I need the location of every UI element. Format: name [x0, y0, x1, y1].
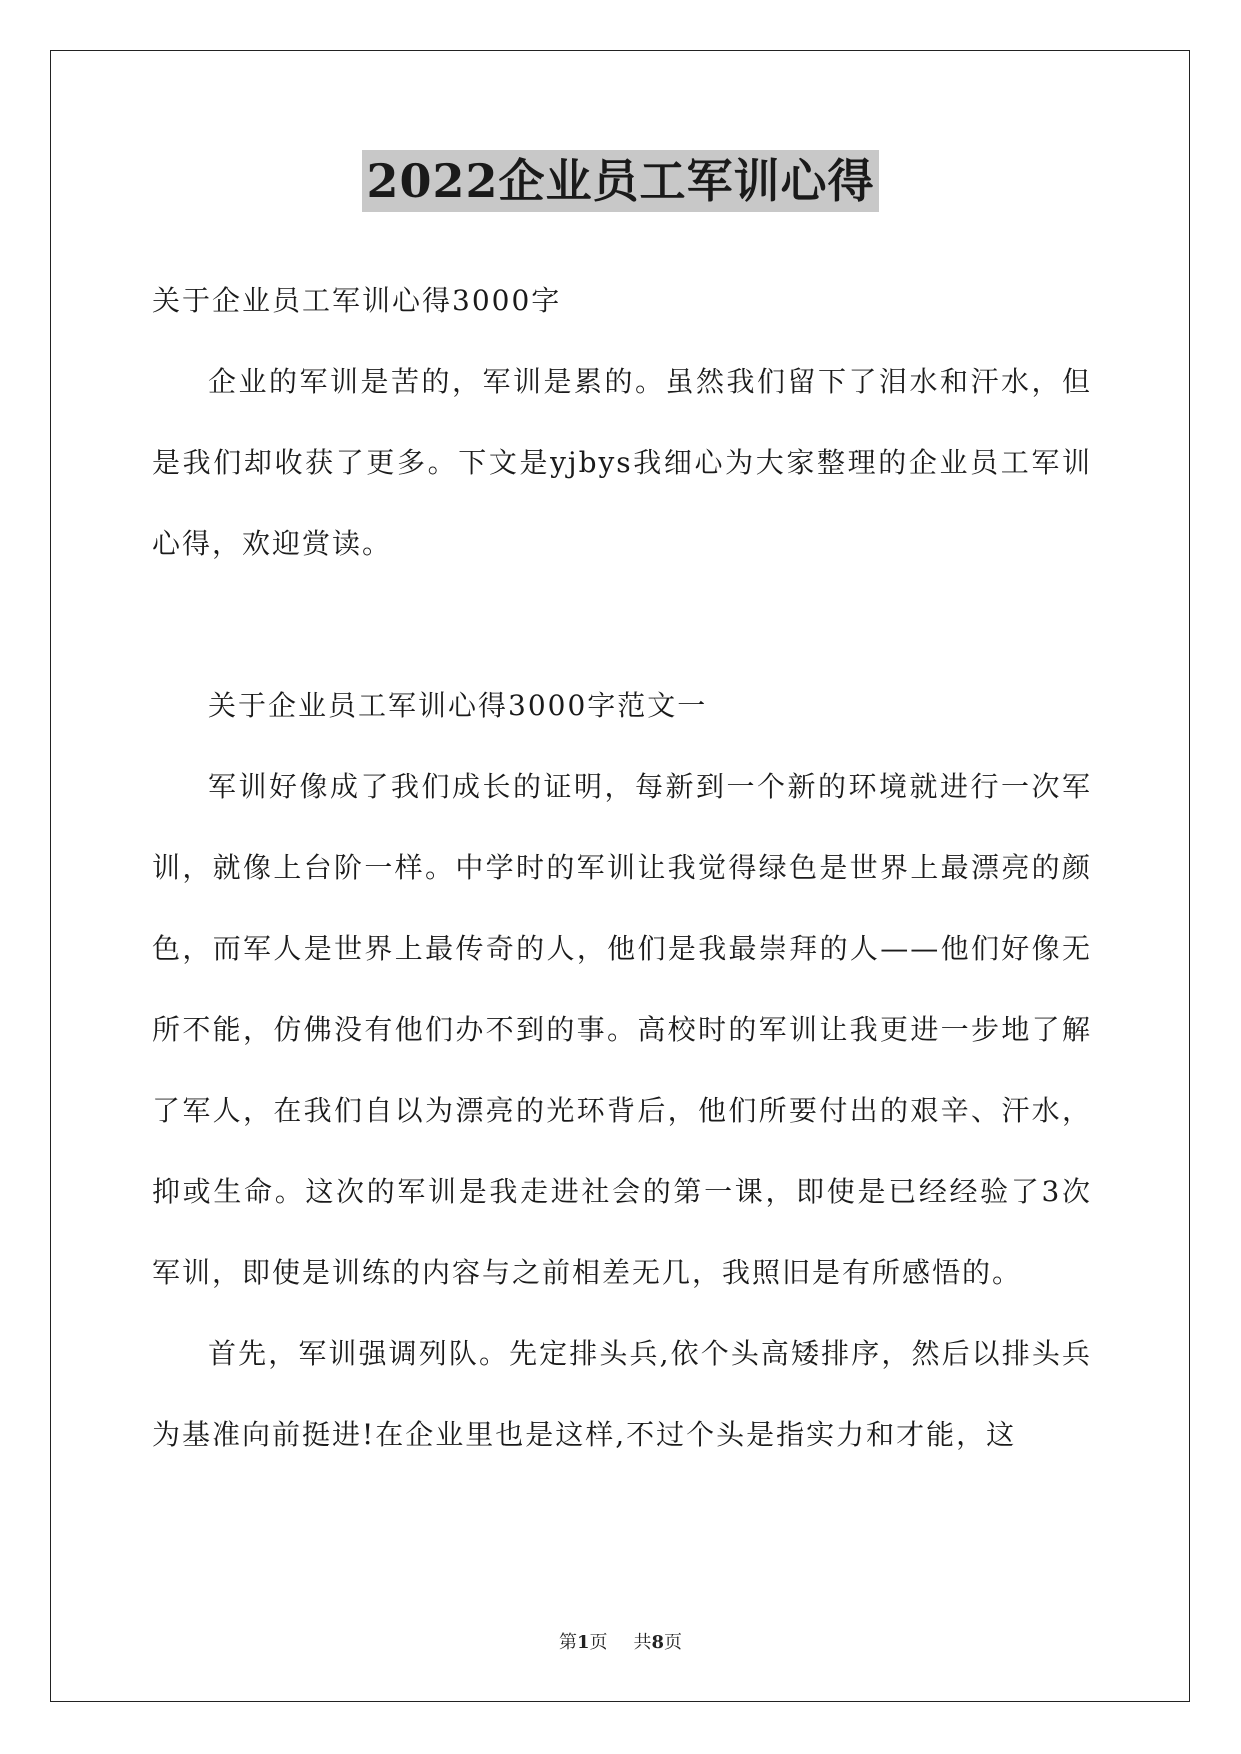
page-suffix: 页	[589, 1632, 608, 1653]
document-title: 2022企业员工军训心得	[362, 150, 878, 212]
body-paragraph-2: 首先，军训强调列队。先定排头兵,依个头高矮排序，然后以排头兵为基准向前挺进!在企业里也是这样,不过个头是指实力和才能，这	[152, 1337, 1092, 1451]
page-prefix: 第	[558, 1632, 577, 1653]
title-container	[0, 150, 1241, 212]
intro-paragraph: 企业的军训是苦的，军训是累的。虽然我们留下了泪水和汗水，但是我们却收获了更多。下文是yjbys我细心为大家整理的企业员工军训心得，欢迎赏读。	[152, 365, 1092, 560]
total-suffix: 页	[664, 1632, 683, 1653]
total-page-number: 8	[651, 1632, 665, 1653]
document-subtitle: 关于企业员工军训心得3000字	[152, 284, 562, 317]
page-footer	[0, 1628, 1241, 1654]
section-heading: 关于企业员工军训心得3000字范文一	[208, 689, 708, 722]
document-body	[152, 260, 1092, 1475]
body-paragraph-1: 军训好像成了我们成长的证明，每新到一个新的环境就进行一次军训，就像上台阶一样。中学时的军训让我觉得绿色是世界上最漂亮的颜色，而军人是世界上最传奇的人，他们是我最崇拜的人——他们好像无所不能，仿佛没有他们办不到的事。高校时的军训让我更进一步地了解了军人，在我们自以为漂亮的光环背后，他们所要付出的艰辛、汗水，抑或生命。这次的军训是我走进社会的第一课，即使是已经经验了3次军训，即使是训练的内容与之前相差无几，我照旧是有所感悟的。	[152, 770, 1092, 1289]
current-page-number: 1	[576, 1632, 590, 1653]
total-prefix: 共	[633, 1632, 652, 1653]
paragraph-spacer	[152, 584, 1092, 665]
